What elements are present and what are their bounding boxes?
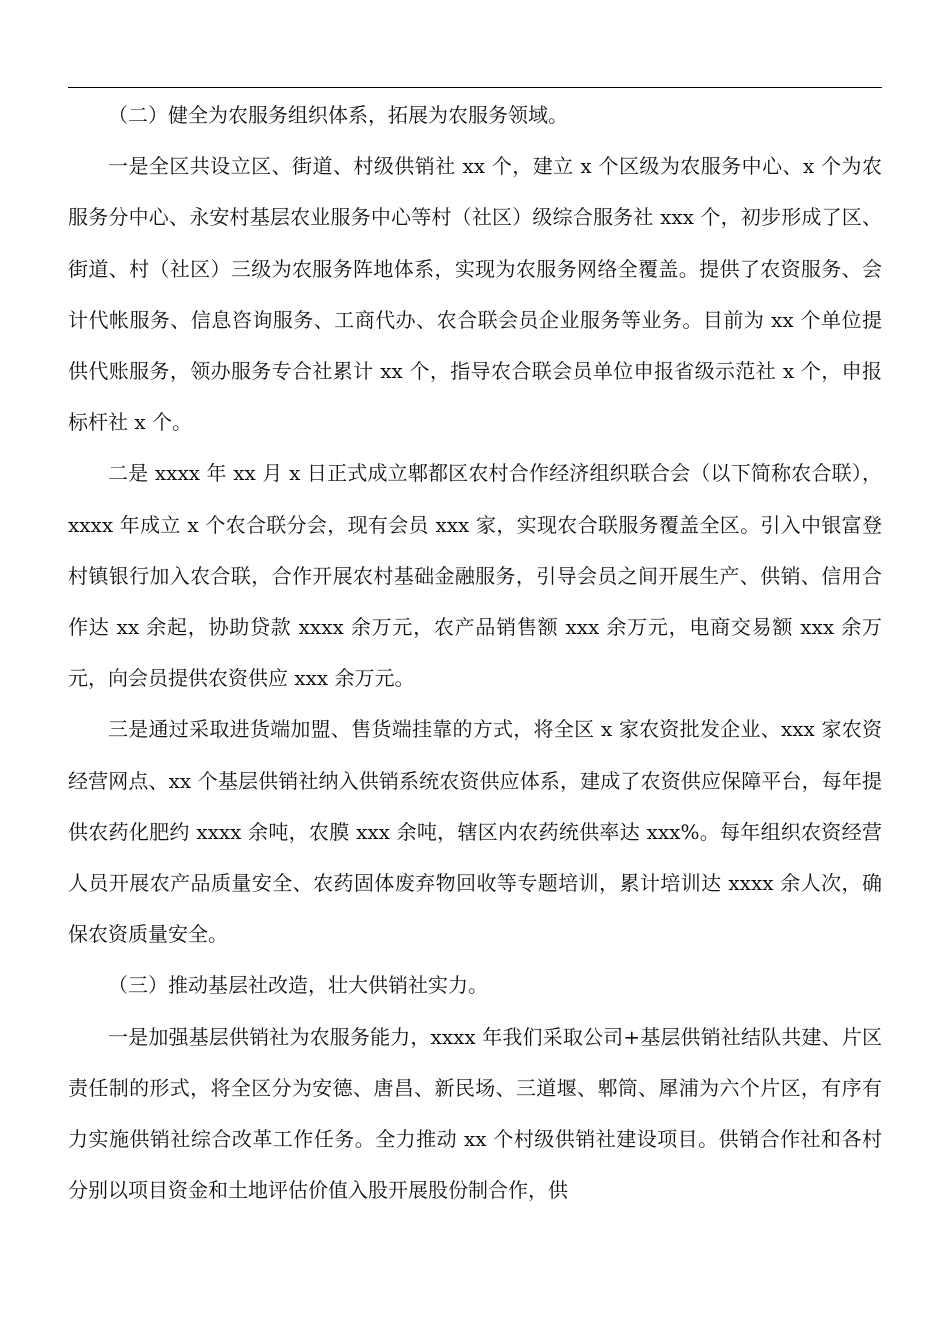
section-heading-2: （二）健全为农服务组织体系，拓展为农服务领域。 [108,103,568,127]
paragraph-3: 三是通过采取进货端加盟、售货端挂靠的方式，将全区 x 家农资批发企业、xxx 家农资经营网点、xx 个基层供销社纳入供销系统农资供应体系，建成了农资供应保障平台，每年提供农药化肥约 xxxx 余吨，农膜 xxx 余吨，辖区内农药统供率达 xxx%。每年组织农资经营人员开展农产品质量安全、农药固体废弃物回收等专题培训，累计培训达 xxxx 余人次，确保农资质量安全。 [68,717,882,947]
paragraph-2: 二是 xxxx 年 xx 月 x 日正式成立郫都区农村合作经济组织联合会（以下简称农合联），xxxx 年成立 x 个农合联分会，现有会员 xxx 家，实现农合联服务覆盖全区。引入中银富登村镇银行加入农合联，合作开展农村基础金融服务，引导会员之间开展生产、供销、信用合作达 xx 余起，协助贷款 xxxx 余万元，农产品销售额 xxx 余万元，电商交易额 xxx 余万元，向会员提供农资供应 xxx 余万元。 [68,461,882,691]
header-rule [68,87,882,88]
paragraph-1: 一是全区共设立区、街道、村级供销社 xx 个，建立 x 个区级为农服务中心、x 个为农服务分中心、永安村基层农业服务中心等村（社区）级综合服务社 xxx 个，初步形成了区、街道、村（社区）三级为农服务阵地体系，实现为农服务网络全覆盖。提供了农资服务、会计代帐服务、信息咨询服务、工商代办、农合联会员企业服务等业务。目前为 xx 个单位提供代账服务，领办服务专合社累计 xx 个，指导农合联会员单位申报省级示范社 x 个，申报标杆社 x 个。 [68,154,882,435]
section-heading-3: （三）推动基层社改造，壮大供销社实力。 [108,973,488,998]
document-body [68,90,882,1216]
paragraph-4: 一是加强基层供销社为农服务能力，xxxx 年我们采取公司+基层供销社结队共建、片区责任制的形式，将全区分为安德、唐昌、新民场、三道堰、郫筒、犀浦为六个片区，有序有力实施供销社综合改革工作任务。全力推动 xx 个村级供销社建设项目。供销合作社和各村分别以项目资金和土地评估价值入股开展股份制合作，供 [68,1024,882,1203]
